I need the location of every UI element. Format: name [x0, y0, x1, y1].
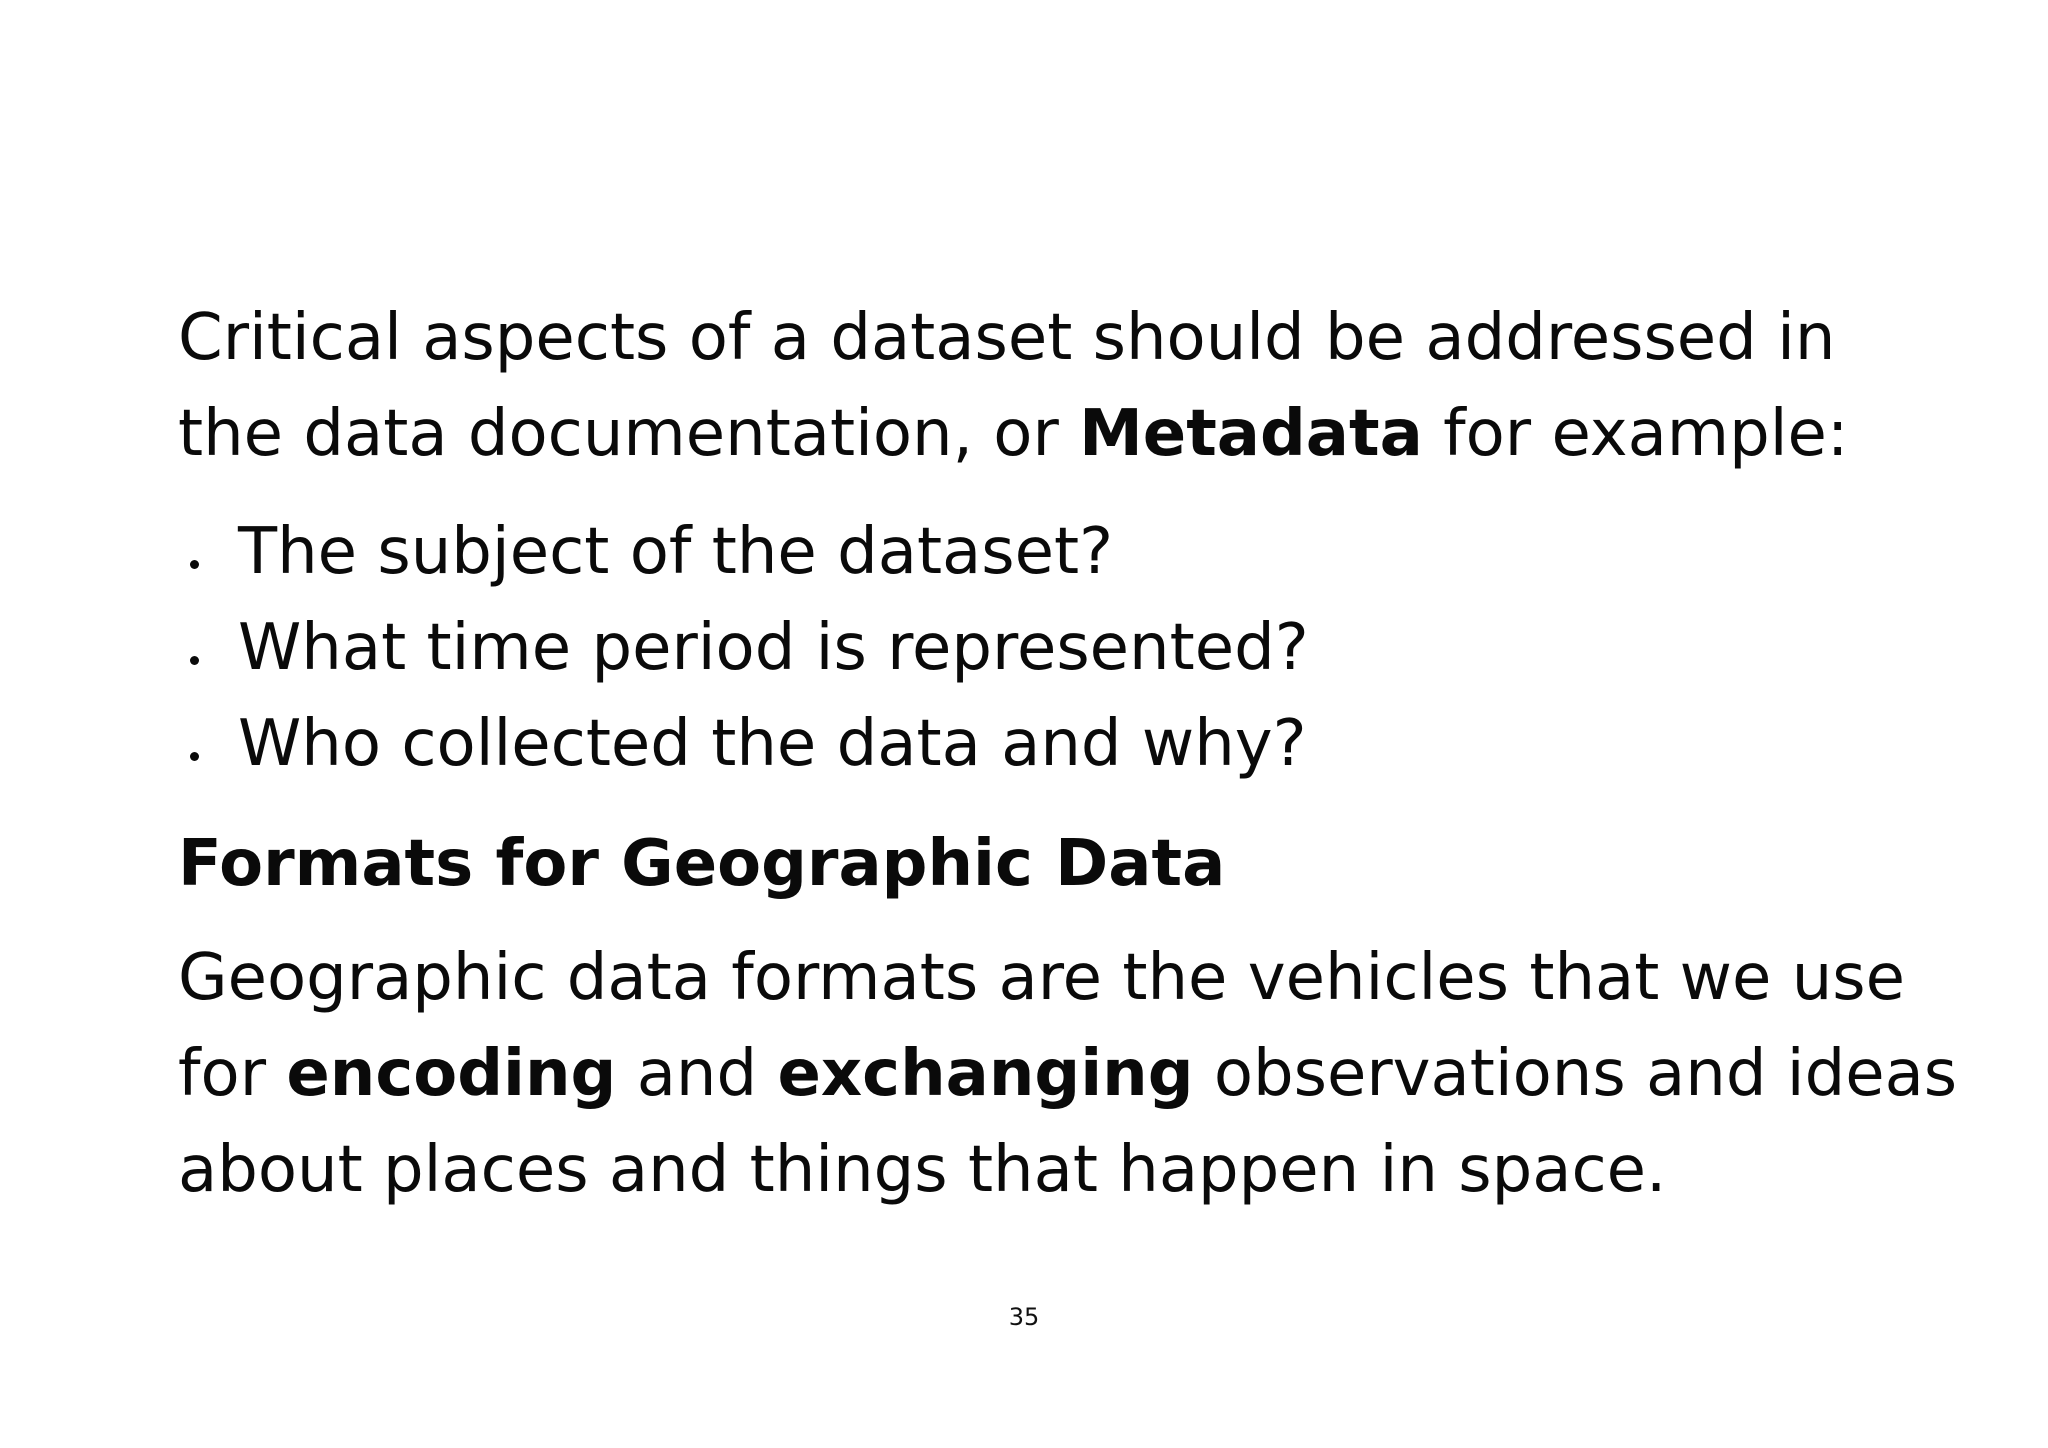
- intro-text-line2: the data documentation, or: [178, 397, 1080, 471]
- encoding-term: encoding: [286, 1037, 617, 1111]
- list-item-text: What time period is represented?: [238, 611, 1309, 685]
- list-item-text: The subject of the dataset?: [238, 515, 1114, 589]
- intro-paragraph: [178, 290, 1978, 482]
- bullet-icon: [190, 560, 199, 569]
- section-text-line3: about places and things that happen in space.: [178, 1133, 1667, 1207]
- section-text-line2: for: [178, 1037, 287, 1111]
- page-content: [178, 290, 1978, 1218]
- metadata-term: Metadata: [1079, 397, 1423, 471]
- section-paragraph: [178, 930, 1978, 1218]
- list-item-text: Who collected the data and why?: [238, 707, 1307, 781]
- exchanging-term: exchanging: [777, 1037, 1194, 1111]
- intro-text-end: for example:: [1422, 397, 1849, 471]
- section-heading: Formats for Geographic Data: [178, 827, 1226, 901]
- bullet-icon: [190, 656, 199, 665]
- page-number: 35: [1008, 1303, 1040, 1331]
- section-text-end: observations and ideas: [1193, 1037, 1958, 1111]
- section-text-and: and: [616, 1037, 778, 1111]
- list-item: [178, 696, 1978, 792]
- section-text-start: Geographic data formats are the vehicles that we use: [178, 941, 1905, 1015]
- list-item: [178, 504, 1978, 600]
- questions-list: [178, 504, 1978, 792]
- intro-text-start: Critical aspects of a dataset should be addressed in: [178, 301, 1836, 375]
- list-item: [178, 600, 1978, 696]
- bullet-icon: [190, 752, 199, 761]
